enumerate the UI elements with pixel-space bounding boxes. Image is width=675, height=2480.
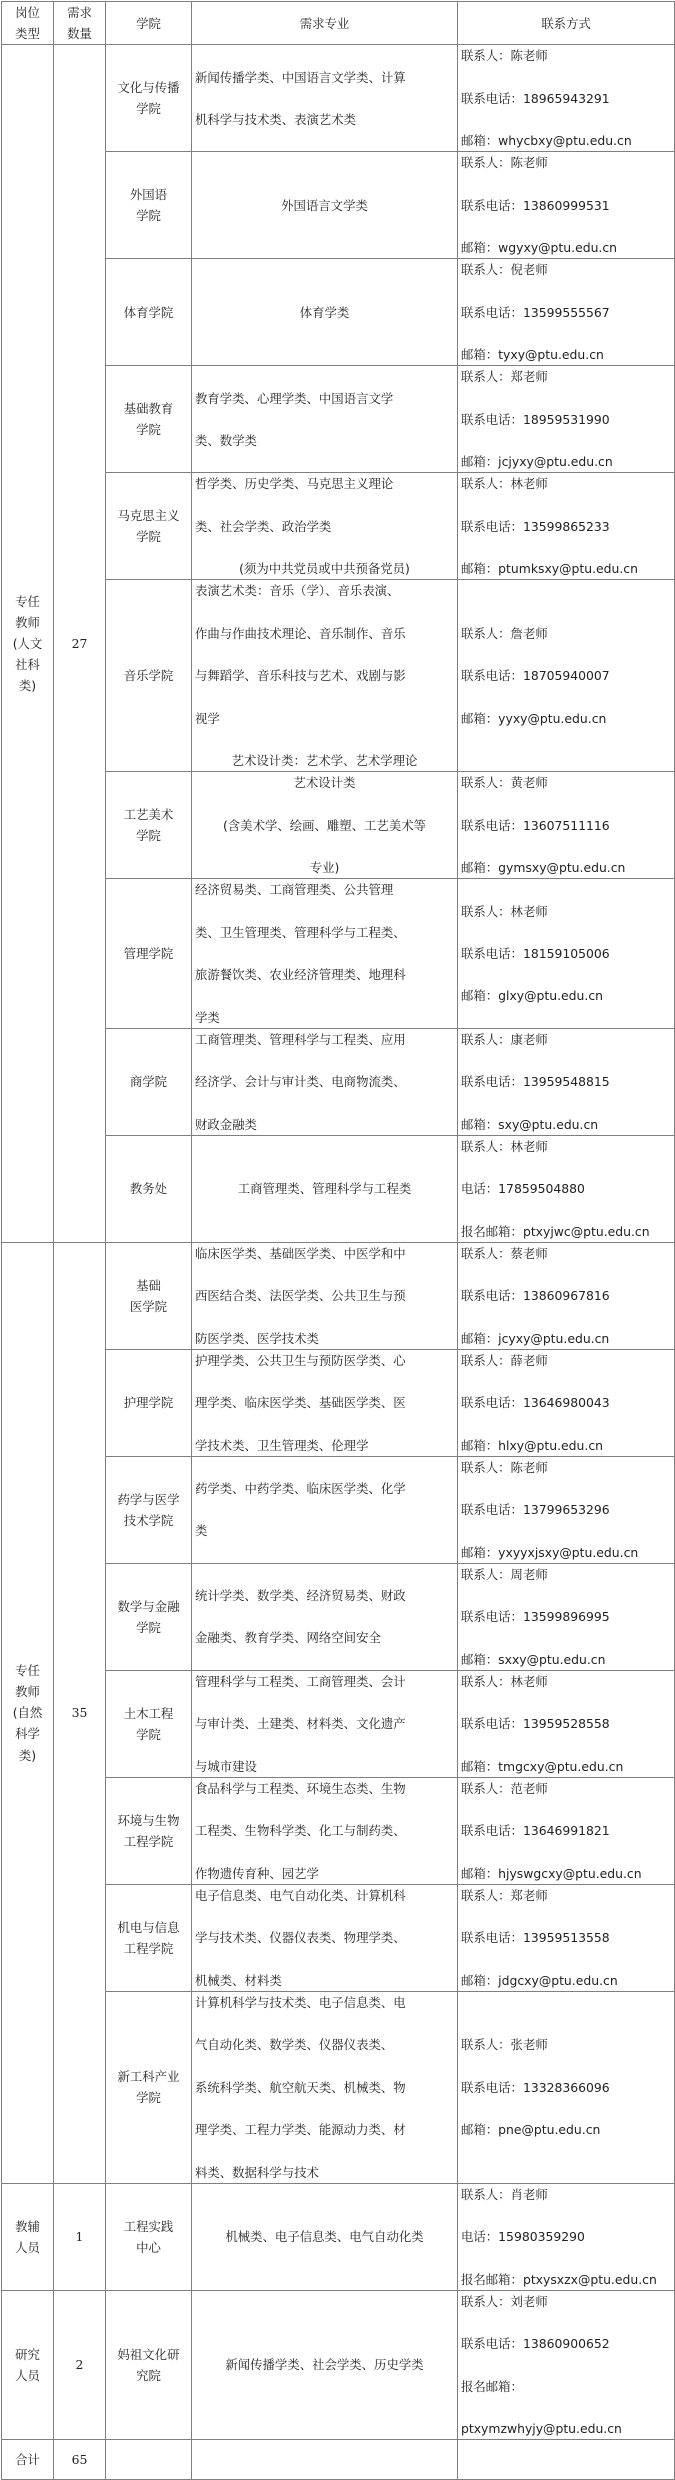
major-line: 系统科学类、航空航天类、机械类、物: [195, 2079, 406, 2095]
major-cell: [192, 1563, 458, 1670]
major-line: 电子信息类、电气自动化类、计算机科: [195, 1887, 406, 1903]
contact-line: 联系人：林老师: [461, 1138, 548, 1154]
major-line: 作曲与作曲技术理论、音乐制作、音乐: [195, 625, 406, 641]
major-line: 机械类、电子信息类、电气自动化类: [225, 2229, 424, 2245]
college-cell: [106, 45, 192, 152]
college-name-line: 环境与生物: [117, 1812, 180, 1828]
contact-line: ptxymzwhyjy@ptu.edu.cn: [461, 2420, 622, 2436]
major-cell: [192, 259, 458, 366]
header-position-type: [2, 2, 54, 45]
major-line: 料类、数据科学与技术: [195, 2164, 319, 2180]
contact-line: 联系电话：18959531990: [461, 411, 610, 427]
contact-line: 报名邮箱：ptxysxzx@ptu.edu.cn: [461, 2271, 657, 2287]
contact-line: 联系电话：13959548815: [461, 1074, 610, 1090]
major-line: 西医结合类、法医学类、公共卫生与预: [195, 1288, 406, 1304]
college-name-line: 马克思主义: [117, 508, 180, 524]
contact-line: 联系人：陈老师: [461, 155, 548, 171]
contact-line: 联系人：林老师: [461, 903, 548, 919]
contact-line: 邮箱：tyxy@ptu.edu.cn: [461, 347, 604, 363]
header-contact: 联系方式: [458, 2, 675, 45]
contact-line: 联系人：刘老师: [461, 2293, 548, 2309]
position-type-line: 专任: [15, 1662, 40, 1678]
contact-cell: [458, 1991, 675, 2183]
header-position-type-line2: 类型: [15, 26, 40, 42]
major-line: 旅游餐饮类、农业经济管理类、地理科: [195, 967, 406, 983]
contact-cell: [458, 259, 675, 366]
college-cell: [106, 1456, 192, 1563]
contact-line: 联系人：陈老师: [461, 48, 548, 64]
college-name-line: 数学与金融: [117, 1598, 180, 1614]
table-row: [2, 2183, 675, 2290]
total-major-empty: [192, 2440, 458, 2480]
contact-line: 联系人：黄老师: [461, 775, 548, 791]
position-type-cell: [2, 45, 54, 1242]
major-line: (含美术学、绘画、雕塑、工艺美术等: [222, 817, 427, 833]
college-cell: [106, 580, 192, 772]
major-cell: [192, 45, 458, 152]
major-line: 视学: [195, 710, 220, 726]
major-line: 类、数学类: [195, 433, 257, 449]
demand-count-cell: 2: [54, 2290, 106, 2439]
college-name-line: 工程实践: [123, 2218, 174, 2234]
contact-line: 联系人：薛老师: [461, 1352, 548, 1368]
major-line: 哲学类、历史学类、马克思主义理论: [195, 476, 394, 492]
college-cell: [106, 1028, 192, 1135]
major-line: 工程类、生物科学类、化工与制药类、: [195, 1823, 406, 1839]
contact-line: 邮箱：yxyyxjsxy@ptu.edu.cn: [461, 1544, 639, 1560]
contact-line: 邮箱：gymsxy@ptu.edu.cn: [461, 860, 626, 876]
major-line: 艺术设计类：艺术学、艺术学理论: [231, 753, 418, 769]
contact-line: 联系电话：13860967816: [461, 1288, 610, 1304]
contact-line: 邮箱：jdgcxy@ptu.edu.cn: [461, 1972, 618, 1988]
college-name-line: 妈祖文化研: [117, 2346, 180, 2362]
major-line: 专业): [309, 860, 340, 876]
total-contact-empty: [458, 2440, 675, 2480]
major-line: 防医学类、医学技术类: [195, 1330, 319, 1346]
major-cell: [192, 1884, 458, 1991]
position-type-line: 社科: [15, 657, 40, 673]
demand-count-cell: 1: [54, 2183, 106, 2290]
college-name-line: 商学院: [129, 1074, 168, 1090]
major-cell: [192, 152, 458, 259]
contact-cell: [458, 1135, 675, 1242]
header-demand-count-line1: 需求: [67, 5, 92, 20]
position-type-cell: [2, 2183, 54, 2290]
major-cell: [192, 1456, 458, 1563]
college-name-line: 体育学院: [123, 304, 174, 320]
contact-line: 邮箱：glxy@ptu.edu.cn: [461, 988, 603, 1004]
header-demand-count: [54, 2, 106, 45]
contact-line: 联系电话：13607511116: [461, 817, 610, 833]
college-name-line: 学院: [136, 101, 161, 117]
position-type-line: 人员: [15, 2367, 40, 2383]
college-name-line: 音乐学院: [123, 668, 174, 684]
major-line: 教育学类、心理学类、中国语言文学: [195, 390, 394, 406]
contact-cell: [458, 1349, 675, 1456]
college-name-line: 学院: [136, 2090, 161, 2106]
contact-line: 联系电话：18159105006: [461, 945, 610, 961]
college-name-line: 外国语: [129, 187, 168, 203]
contact-line: 邮箱：hlxy@ptu.edu.cn: [461, 1437, 603, 1453]
major-line: 外国语言文学类: [281, 197, 368, 213]
college-cell: [106, 1349, 192, 1456]
contact-cell: [458, 473, 675, 580]
position-type-line: (人文: [12, 635, 43, 651]
position-type-cell: [2, 1242, 54, 2183]
contact-line: 邮箱：hjyswgcxy@ptu.edu.cn: [461, 1865, 642, 1881]
major-line: 经济学、会计与审计类、电商物流类、: [195, 1074, 406, 1090]
major-line: 与城市建设: [195, 1758, 257, 1774]
major-line: 工商管理类、管理科学与工程类: [237, 1181, 412, 1197]
total-row: [2, 2440, 675, 2480]
contact-line: 联系人：肖老师: [461, 2186, 548, 2202]
college-cell: [106, 1884, 192, 1991]
contact-line: 联系电话：13328366096: [461, 2079, 610, 2095]
header-position-type-line1: 岗位: [15, 5, 40, 20]
college-name-line: 机电与信息: [117, 1919, 180, 1935]
contact-cell: [458, 2183, 675, 2290]
contact-line: 邮箱：jcjyxy@ptu.edu.cn: [461, 454, 613, 470]
major-line: 与舞蹈学、音乐科技与艺术、戏剧与影: [195, 668, 406, 684]
major-cell: [192, 473, 458, 580]
contact-line: 联系人：倪老师: [461, 262, 548, 278]
major-line: 艺术设计类: [293, 775, 356, 791]
contact-cell: [458, 45, 675, 152]
table-body: [2, 45, 675, 2480]
major-cell: [192, 772, 458, 879]
college-name-line: 教务处: [129, 1181, 168, 1197]
contact-line: 邮箱：sxy@ptu.edu.cn: [461, 1116, 599, 1132]
college-name-line: 学院: [136, 1726, 161, 1742]
position-type-line: (自然: [12, 1705, 43, 1721]
demand-count-cell: 35: [54, 1242, 106, 2183]
position-type-line: 教辅: [15, 2218, 40, 2234]
contact-cell: [458, 1242, 675, 1349]
major-line: 类、社会学类、政治学类: [195, 518, 332, 534]
contact-line: 邮箱：yyxy@ptu.edu.cn: [461, 710, 607, 726]
contact-line: 电话：17859504880: [461, 1181, 585, 1197]
contact-line: 联系电话：18705940007: [461, 668, 610, 684]
total-college-empty: [106, 2440, 192, 2480]
college-name-line: 工程学院: [123, 1833, 174, 1849]
contact-line: 联系人：陈老师: [461, 1459, 548, 1475]
contact-cell: [458, 1777, 675, 1884]
major-line: 体育学类: [299, 304, 350, 320]
contact-cell: [458, 152, 675, 259]
contact-line: 报名邮箱：ptxyjwc@ptu.edu.cn: [461, 1223, 650, 1239]
major-line: 护理学类、公共卫生与预防医学类、心: [195, 1352, 406, 1368]
position-type-cell: [2, 2290, 54, 2439]
college-name-line: 文化与传播: [117, 80, 180, 96]
major-line: 计算机科学与技术类、电子信息类、电: [195, 1994, 406, 2010]
header-major: 需求专业: [192, 2, 458, 45]
college-name-line: 医学院: [129, 1298, 168, 1314]
contact-cell: [458, 1563, 675, 1670]
college-name-line: 护理学院: [123, 1395, 174, 1411]
major-line: 机械类、材料类: [195, 1972, 282, 1988]
contact-line: 联系电话：13959528558: [461, 1716, 610, 1732]
college-cell: [106, 1242, 192, 1349]
college-cell: [106, 772, 192, 879]
major-line: 统计学类、数学类、经济贸易类、财政: [195, 1588, 406, 1604]
major-line: 类: [195, 1523, 208, 1539]
recruitment-table: [1, 1, 675, 2480]
college-name-line: 学院: [136, 1619, 161, 1635]
major-cell: [192, 1242, 458, 1349]
major-cell: [192, 1991, 458, 2183]
major-line: 机科学与技术类、表演艺术类: [195, 112, 357, 128]
contact-line: 联系人：詹老师: [461, 625, 548, 641]
major-line: 气自动化类、数学类、仪器仪表类、: [195, 2037, 394, 2053]
major-cell: [192, 1349, 458, 1456]
contact-line: 联系电话：13959513558: [461, 1930, 610, 1946]
major-cell: [192, 2183, 458, 2290]
major-line: 金融类、教育学类、网络空间安全: [195, 1630, 381, 1646]
contact-line: 邮箱：ptumksxy@ptu.edu.cn: [461, 561, 638, 577]
major-cell: [192, 1135, 458, 1242]
table-row: [2, 1242, 675, 1349]
header-row: [2, 2, 675, 45]
position-type-line: 类): [18, 1747, 37, 1763]
major-cell: [192, 1670, 458, 1777]
major-line: 临床医学类、基础医学类、中医学和中: [195, 1245, 406, 1261]
major-line: 财政金融类: [195, 1116, 257, 1132]
contact-line: 邮箱：wgyxy@ptu.edu.cn: [461, 240, 618, 256]
contact-line: 联系电话：13599896995: [461, 1609, 610, 1625]
contact-line: 联系人：张老师: [461, 2037, 548, 2053]
contact-cell: [458, 366, 675, 473]
major-line: 新闻传播学类、社会学类、历史学类: [225, 2357, 424, 2373]
major-line: 理学类、工程力学类、能源动力类、材: [195, 2122, 406, 2138]
college-cell: [106, 152, 192, 259]
major-line: 表演艺术类：音乐（学）、音乐表演、: [195, 583, 400, 599]
contact-cell: [458, 1670, 675, 1777]
major-cell: [192, 580, 458, 772]
major-line: 工商管理类、管理科学与工程类、应用: [195, 1031, 406, 1047]
header-college: 学院: [106, 2, 192, 45]
contact-line: 联系电话：13799653296: [461, 1502, 610, 1518]
major-line: 与审计类、土建类、材料类、文化遗产: [195, 1716, 406, 1732]
contact-line: 联系电话：13646980043: [461, 1395, 610, 1411]
demand-count-cell: 27: [54, 45, 106, 1242]
college-name-line: 学院: [136, 529, 161, 545]
college-name-line: 新工科产业: [117, 2069, 180, 2085]
contact-line: 联系人：林老师: [461, 476, 548, 492]
college-cell: [106, 259, 192, 366]
position-type-line: 教师: [15, 1683, 40, 1699]
major-cell: [192, 2290, 458, 2439]
contact-line: 联系人：林老师: [461, 1673, 548, 1689]
major-cell: [192, 366, 458, 473]
major-cell: [192, 1028, 458, 1135]
position-type-line: 类): [18, 678, 37, 694]
contact-line: 联系电话：13599555567: [461, 304, 610, 320]
college-name-line: 土木工程: [123, 1705, 174, 1721]
contact-cell: [458, 1028, 675, 1135]
contact-cell: [458, 580, 675, 772]
total-label: 合计: [2, 2440, 54, 2480]
contact-line: 报名邮箱：: [461, 2378, 523, 2394]
contact-line: 联系人：范老师: [461, 1780, 548, 1796]
contact-line: 联系电话：13860999531: [461, 197, 610, 213]
college-name-line: 工艺美术: [123, 807, 174, 823]
contact-line: 联系人：蔡老师: [461, 1245, 548, 1261]
major-line: 新闻传播学类、中国语言文学类、计算: [195, 69, 406, 85]
major-cell: [192, 1777, 458, 1884]
major-line: 学与技术类、仪器仪表类、物理学类、: [195, 1930, 406, 1946]
contact-cell: [458, 1456, 675, 1563]
contact-line: 联系电话：13646991821: [461, 1823, 610, 1839]
contact-line: 邮箱：pne@ptu.edu.cn: [461, 2122, 601, 2138]
college-cell: [106, 2290, 192, 2439]
contact-line: 联系人：郑老师: [461, 369, 548, 385]
major-line: 食品科学与工程类、环境生态类、生物: [195, 1780, 406, 1796]
college-name-line: 学院: [136, 422, 161, 438]
major-line: 类、卫生管理类、管理科学与工程类、: [195, 924, 406, 940]
contact-line: 联系人：郑老师: [461, 1887, 548, 1903]
college-name-line: 基础: [136, 1277, 161, 1293]
college-cell: [106, 1563, 192, 1670]
major-line: (须为中共党员或中共预备党员): [239, 561, 410, 577]
contact-line: 联系电话：18965943291: [461, 90, 610, 106]
college-name-line: 学院: [136, 828, 161, 844]
college-cell: [106, 1777, 192, 1884]
position-type-line: 人员: [15, 2239, 40, 2255]
major-line: 学技术类、卫生管理类、伦理学: [195, 1437, 369, 1453]
table-row: [2, 2290, 675, 2439]
position-type-line: 科学: [15, 1726, 40, 1742]
college-name-line: 基础教育: [123, 401, 174, 417]
college-name-line: 究院: [136, 2367, 161, 2383]
contact-line: 邮箱：whycbxy@ptu.edu.cn: [461, 133, 632, 149]
major-line: 理学类、临床医学类、基础医学类、医: [195, 1395, 406, 1411]
total-count: 65: [54, 2440, 106, 2480]
header-demand-count-line2: 数量: [67, 26, 92, 42]
position-type-line: 研究: [15, 2346, 40, 2362]
college-cell: [106, 473, 192, 580]
college-name-line: 技术学院: [123, 1512, 174, 1528]
contact-line: 电话：15980359290: [461, 2229, 585, 2245]
major-line: 作物遗传育种、园艺学: [195, 1865, 319, 1881]
college-cell: [106, 2183, 192, 2290]
contact-cell: [458, 772, 675, 879]
college-cell: [106, 1135, 192, 1242]
college-name-line: 药学与医学: [117, 1491, 180, 1507]
college-name-line: 学院: [136, 208, 161, 224]
contact-cell: [458, 879, 675, 1028]
major-line: 管理科学与工程类、工商管理类、会计: [195, 1673, 406, 1689]
contact-cell: [458, 1884, 675, 1991]
table-row: [2, 45, 675, 152]
college-cell: [106, 366, 192, 473]
college-cell: [106, 879, 192, 1028]
college-cell: [106, 1670, 192, 1777]
college-name-line: 中心: [136, 2239, 161, 2255]
contact-line: 邮箱：tmgcxy@ptu.edu.cn: [461, 1758, 624, 1774]
major-line: 学类: [195, 1009, 220, 1025]
major-line: 药学类、中药学类、临床医学类、化学: [195, 1481, 406, 1497]
major-line: 经济贸易类、工商管理类、公共管理: [195, 882, 394, 898]
contact-line: 联系人：周老师: [461, 1566, 548, 1582]
position-type-line: 专任: [15, 593, 40, 609]
contact-line: 邮箱：sxxy@ptu.edu.cn: [461, 1651, 606, 1667]
position-type-line: 教师: [15, 614, 40, 630]
contact-line: 联系电话：13860900652: [461, 2336, 610, 2352]
college-cell: [106, 1991, 192, 2183]
contact-line: 联系人：康老师: [461, 1031, 548, 1047]
contact-line: 邮箱：jcyxy@ptu.edu.cn: [461, 1330, 610, 1346]
contact-line: 联系电话：13599865233: [461, 518, 610, 534]
college-name-line: 工程学院: [123, 1940, 174, 1956]
college-name-line: 管理学院: [123, 945, 174, 961]
contact-cell: [458, 2290, 675, 2439]
major-cell: [192, 879, 458, 1028]
